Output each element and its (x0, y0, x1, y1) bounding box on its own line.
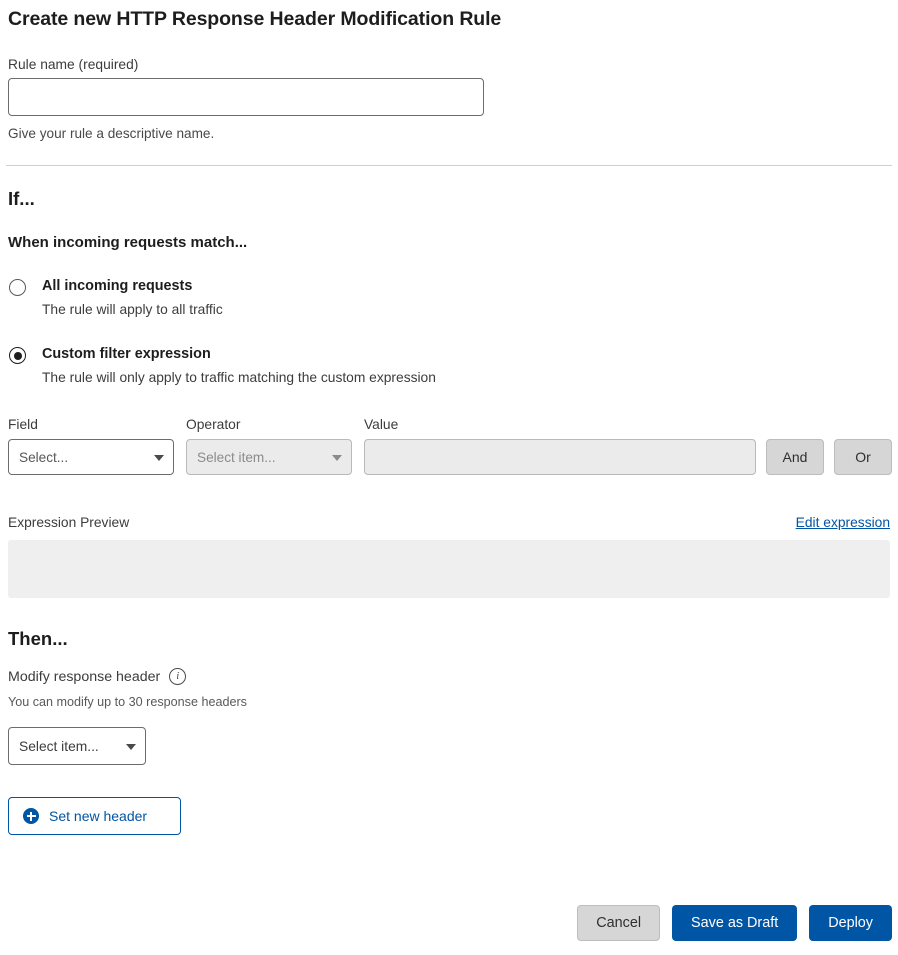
save-as-draft-button[interactable]: Save as Draft (672, 905, 797, 941)
radio-title-custom-filter-expression: Custom filter expression (42, 346, 211, 362)
field-label: Field (8, 417, 38, 432)
radio-option-custom-filter-expression[interactable] (8, 345, 892, 387)
section-divider (6, 165, 892, 166)
field-select-value: Select... (19, 449, 69, 465)
expression-builder-row (8, 417, 892, 475)
deploy-button[interactable]: Deploy (809, 905, 892, 941)
operator-select-value: Select item... (197, 449, 276, 465)
field-column (8, 417, 174, 475)
modify-response-header-label: Modify response header (8, 668, 161, 685)
footer-actions (577, 905, 892, 941)
if-section-subheading: When incoming requests match... (8, 234, 248, 251)
then-section-heading: Then... (8, 628, 68, 649)
rule-name-input[interactable] (8, 78, 484, 116)
value-label: Value (364, 417, 399, 432)
radio-icon-custom-filter-expression[interactable] (9, 347, 26, 364)
radio-title-all-incoming-requests: All incoming requests (42, 278, 193, 294)
operator-column (186, 417, 352, 475)
value-column (364, 417, 756, 475)
and-button[interactable]: And (766, 439, 824, 475)
expression-preview-header (8, 515, 890, 530)
page-title: Create new HTTP Response Header Modification Rule (8, 8, 502, 30)
response-header-select-value: Select item... (19, 738, 99, 754)
set-new-header-button[interactable] (8, 797, 181, 835)
info-icon[interactable]: i (169, 668, 186, 685)
set-new-header-label: Set new header (49, 808, 148, 824)
or-button[interactable]: Or (834, 439, 892, 475)
value-input[interactable] (364, 439, 756, 475)
radio-option-all-incoming-requests[interactable] (8, 277, 892, 319)
rule-name-label: Rule name (required) (8, 57, 139, 72)
expression-preview-box (8, 540, 890, 598)
edit-expression-link[interactable]: Edit expression (795, 515, 890, 530)
radio-desc-custom-filter-expression: The rule will only apply to traffic matching the custom expression (42, 370, 436, 385)
modify-response-header-row (8, 668, 892, 685)
chevron-down-icon (126, 744, 136, 750)
radio-desc-all-incoming-requests: The rule will apply to all traffic (42, 302, 223, 317)
radio-icon-all-incoming-requests[interactable] (9, 279, 26, 296)
field-select[interactable] (8, 439, 174, 475)
cancel-button[interactable]: Cancel (577, 905, 660, 941)
chevron-down-icon (154, 455, 164, 461)
expression-preview-label: Expression Preview (8, 515, 130, 530)
plus-circle-icon (23, 808, 39, 824)
header-limit-text: You can modify up to 30 response headers (8, 695, 247, 709)
operator-label: Operator (186, 417, 241, 432)
response-header-select[interactable] (8, 727, 146, 765)
chevron-down-icon (332, 455, 342, 461)
rule-name-helper: Give your rule a descriptive name. (8, 126, 215, 141)
create-rule-page (0, 8, 898, 955)
operator-select[interactable] (186, 439, 352, 475)
if-section-heading: If... (8, 188, 35, 209)
